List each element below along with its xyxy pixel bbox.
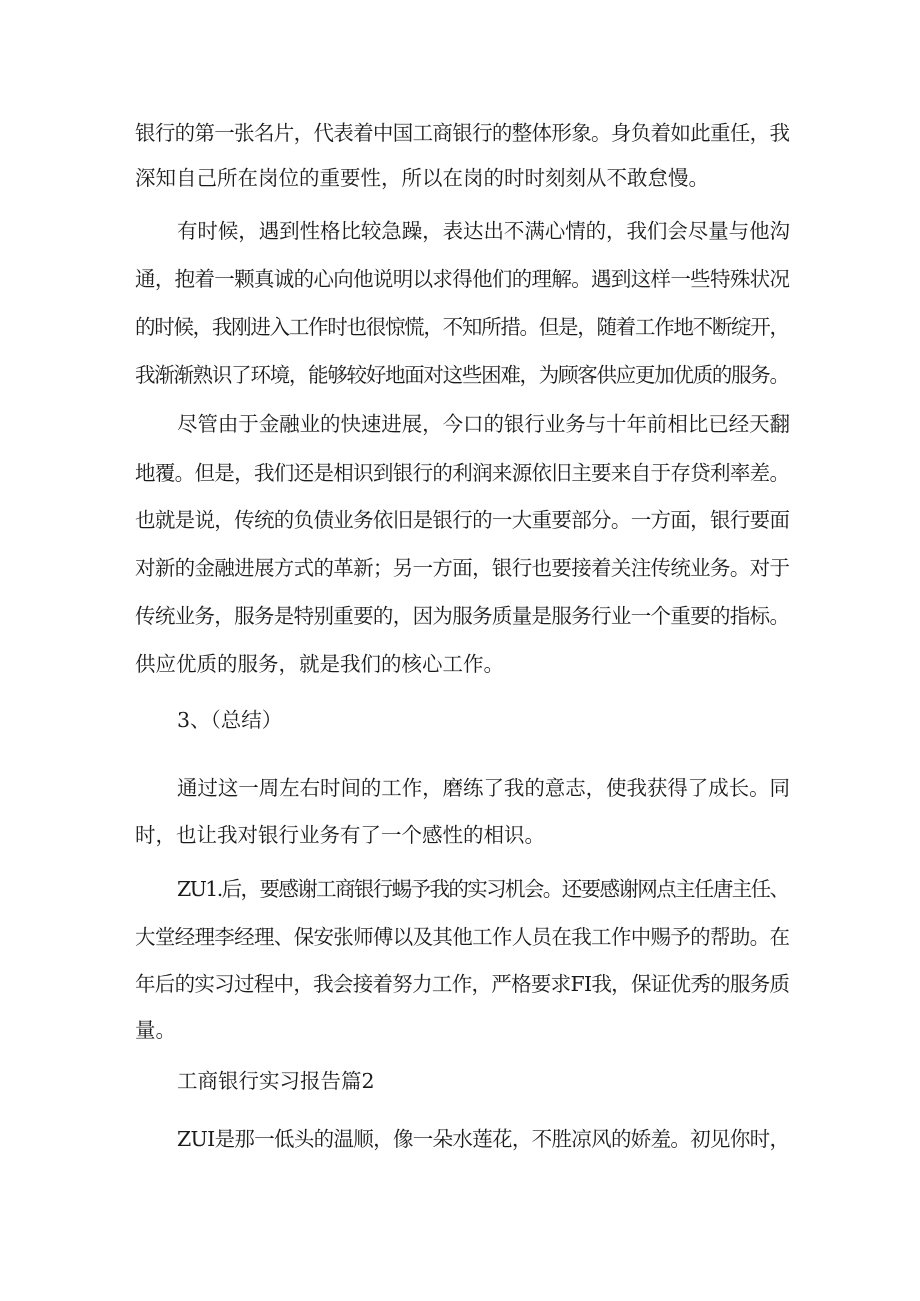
body-line: 我渐渐熟识了环境，能够较好地面对这些困难，为顾客供应更加优质的服务。 [135,363,789,387]
body-line: 尽管由于金融业的快速进展，今口的银行业务与十年前相比已经天翻 [177,412,790,436]
body-line: 供应优质的服务，就是我们的核心工作。 [135,652,504,676]
body-line: 地覆。但是，我们还是相识到银行的利润来源依旧主要来自于存贷利率差。 [135,461,790,485]
body-line: ZU1.后，要感谢工商银行蜴予我的实习机会。还要感谢网点主任唐主任、 [177,877,789,901]
body-line: 的时候，我刚进入工作时也很惊慌，不知所措。但是，随着工作地不断绽开， [135,315,789,339]
body-line: 银行的第一张名片，代表着中国工商银行的整体形象。身负着如此重任，我 [135,121,790,145]
body-line: 对新的金融进展方式的革新；另一方面，银行也要接着关注传统业务。对于 [135,556,790,580]
body-line: 传统业务，服务是特别重要的，因为服务质量是服务行业一个重要的指标。 [135,604,790,628]
body-line: 有时候，遇到性格比较急躁，表达出不满心情的，我们会尽量与他沟 [177,219,790,243]
section-heading: 3、（总结） [177,708,283,732]
body-line: 年后的实习过程中，我会接着努力工作，严格要求FI我，保证优秀的服务质 [135,972,790,996]
body-line: 深知自己所在岗位的重要性，所以在岗的时时刻刻从不敢怠慢。 [135,166,709,190]
body-line: 量。 [135,1018,176,1042]
body-line: 通，抱着一颗真诚的心向他说明以求得他们的理解。遇到这样一些特殊状况 [135,267,790,291]
body-line: ZUI是那一低头的温顺，像一朵水莲花，不胜凉风的娇羞。初见你时， [177,1127,790,1151]
body-line: 时，也让我对银行业务有了一个感性的相识。 [135,823,545,847]
body-line: 大堂经理李经理、保安张师傅以及其他工作人员在我工作中赐予的帮助。在 [135,925,790,949]
body-line: 通过这一周左右时间的工作，磨练了我的意志，使我获得了成长。同 [177,776,790,800]
body-line: 也就是说，传统的负债业务依旧是银行的一大重要部分。一方面，银行要面 [135,508,790,532]
article-title: 工商银行实习报告篇2 [177,1069,375,1093]
